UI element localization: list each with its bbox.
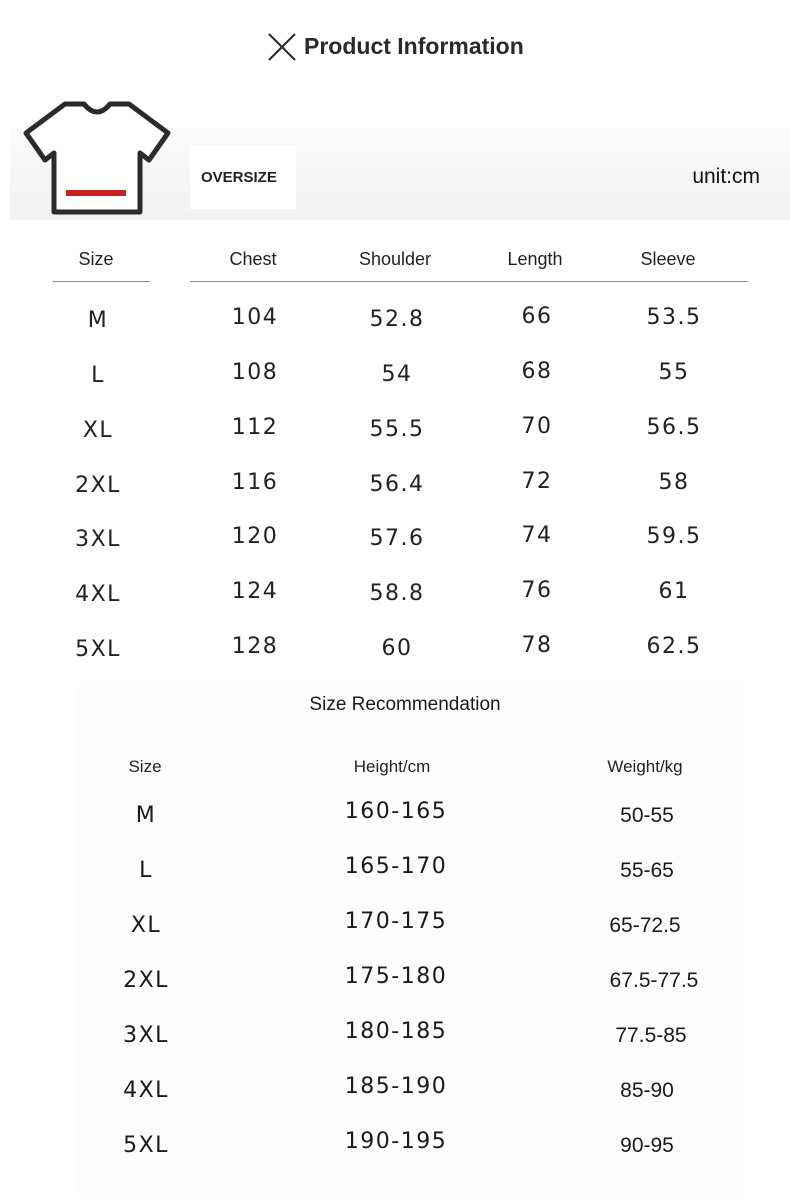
unit-label: unit:cm <box>692 165 760 188</box>
header-divider-size <box>53 281 150 282</box>
sleeve-cell: 55 <box>658 360 690 385</box>
rec-weight-cell: 85-90 <box>620 1079 674 1102</box>
chest-cell: 116 <box>231 470 279 495</box>
length-cell: 72 <box>521 469 553 494</box>
rec-row <box>0 1130 790 1185</box>
close-icon[interactable] <box>266 31 298 63</box>
size-cell: 2XL <box>75 473 121 498</box>
rec-height-cell: 175-180 <box>344 964 448 989</box>
size-cell: M <box>87 308 109 333</box>
rec-row <box>0 965 790 1020</box>
shoulder-cell: 58.8 <box>369 581 425 606</box>
rec-weight-cell: 65-72.5 <box>609 914 681 937</box>
length-cell: 68 <box>521 359 553 384</box>
tshirt-icon <box>22 100 172 216</box>
rec-height-cell: 185-190 <box>344 1074 448 1099</box>
rec-weight-cell: 50-55 <box>620 804 674 827</box>
shoulder-cell: 55.5 <box>369 417 425 442</box>
table-row <box>0 305 790 359</box>
page-header <box>0 0 790 90</box>
rec-header-weight: Weight/kg <box>607 757 683 776</box>
sleeve-cell: 61 <box>658 579 690 604</box>
sleeve-cell: 58 <box>658 470 690 495</box>
rec-weight-cell: 55-65 <box>620 859 674 882</box>
rec-row <box>0 1020 790 1075</box>
shoulder-cell: 54 <box>381 362 413 387</box>
shoulder-cell: 57.6 <box>369 526 425 551</box>
chest-cell: 112 <box>231 415 279 440</box>
rec-weight-cell: 67.5-77.5 <box>609 969 699 992</box>
length-cell: 76 <box>521 578 553 603</box>
rec-size-cell: 4XL <box>123 1078 169 1103</box>
rec-weight-cell: 77.5-85 <box>615 1024 687 1047</box>
rec-size-cell: XL <box>130 913 162 938</box>
rec-height-cell: 170-175 <box>344 909 448 934</box>
length-cell: 66 <box>521 304 553 329</box>
table-row <box>0 360 790 414</box>
rec-weight-cell: 90-95 <box>620 1134 674 1157</box>
size-cell: XL <box>82 418 114 443</box>
rec-header-size: Size <box>128 757 162 776</box>
rec-size-cell: 2XL <box>123 968 169 993</box>
length-cell: 78 <box>521 633 553 658</box>
table-row <box>0 524 790 578</box>
rec-header-height: Height/cm <box>353 757 431 776</box>
rec-height-cell: 165-170 <box>344 854 448 879</box>
table-row <box>0 415 790 469</box>
rec-height-cell: 190-195 <box>344 1129 448 1154</box>
rec-height-cell: 160-165 <box>344 799 448 824</box>
table-row <box>0 470 790 524</box>
sleeve-cell: 56.5 <box>646 415 702 440</box>
shoulder-cell: 52.8 <box>369 307 425 332</box>
rec-size-cell: 5XL <box>123 1133 169 1158</box>
recommendation-title: Size Recommendation <box>309 694 501 715</box>
table-row <box>0 579 790 633</box>
rec-row <box>0 1075 790 1130</box>
length-cell: 74 <box>521 523 553 548</box>
sleeve-cell: 59.5 <box>646 524 702 549</box>
rec-height-cell: 180-185 <box>344 1019 448 1044</box>
rec-size-cell: L <box>139 858 153 883</box>
shoulder-cell: 56.4 <box>369 472 425 497</box>
chest-cell: 104 <box>231 305 279 330</box>
header-shoulder: Shoulder <box>358 249 432 269</box>
header-divider-measures <box>190 281 748 282</box>
size-cell: 5XL <box>75 637 121 662</box>
size-cell: 3XL <box>75 527 121 552</box>
chest-cell: 124 <box>231 579 279 604</box>
table-row <box>0 634 790 688</box>
shoulder-cell: 60 <box>381 636 413 661</box>
size-cell: 4XL <box>75 582 121 607</box>
fit-label: OVERSIZE <box>201 169 277 186</box>
sleeve-cell: 62.5 <box>646 634 702 659</box>
rec-size-cell: 3XL <box>123 1023 169 1048</box>
length-cell: 70 <box>521 414 553 439</box>
rec-size-cell: M <box>135 803 157 828</box>
page-title: Product Information <box>304 33 524 59</box>
rec-row <box>0 800 790 855</box>
chest-cell: 128 <box>231 634 279 659</box>
rec-row <box>0 910 790 965</box>
header-length: Length <box>507 249 563 269</box>
header-size: Size <box>78 249 114 269</box>
chest-cell: 108 <box>231 360 279 385</box>
header-chest: Chest <box>229 249 277 269</box>
chest-cell: 120 <box>231 524 279 549</box>
rec-row <box>0 855 790 910</box>
size-cell: L <box>91 363 105 388</box>
header-sleeve: Sleeve <box>640 249 696 269</box>
sleeve-cell: 53.5 <box>646 305 702 330</box>
